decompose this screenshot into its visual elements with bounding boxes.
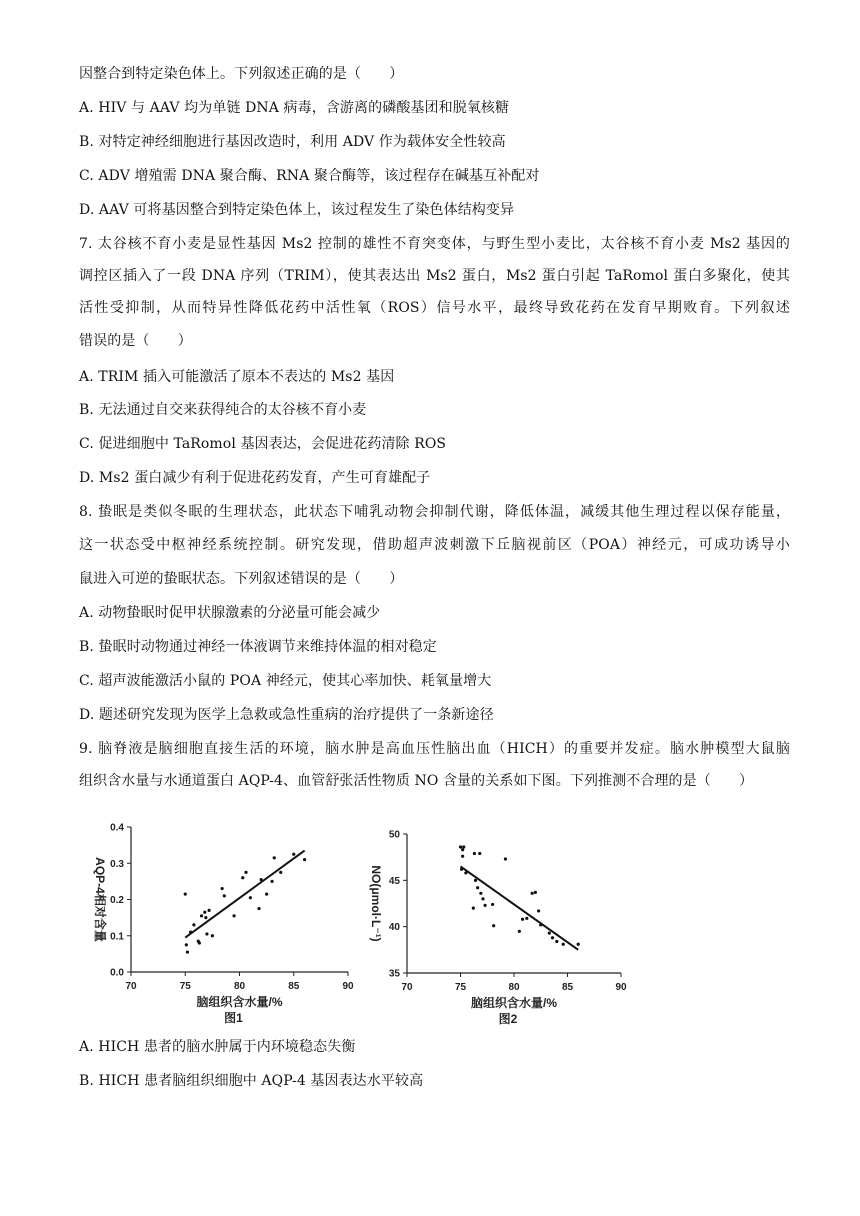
data-point xyxy=(292,853,295,856)
data-point xyxy=(504,857,507,860)
data-point xyxy=(279,871,282,874)
x-tick-label: 70 xyxy=(125,981,137,992)
x-axis-label: 脑组织含水量/% xyxy=(470,996,558,1010)
data-point xyxy=(484,904,487,907)
text-line: D. 题述研究发现为医学上急救或急性重病的治疗提供了一条新途径 xyxy=(79,707,494,723)
text-line: B. 蛰眠时动物通过神经一体液调节来维持体温的相对稳定 xyxy=(79,639,437,655)
data-point xyxy=(562,943,565,946)
data-point xyxy=(476,886,479,889)
data-point xyxy=(461,855,464,858)
data-point xyxy=(534,891,537,894)
data-point xyxy=(479,892,482,895)
data-point xyxy=(548,932,551,935)
text-line: B. 对特定神经细胞进行基因改造时，利用 ADV 作为载体安全性较高 xyxy=(79,134,506,150)
text-line: 7. 太谷核不育小麦是显性基因 Ms2 控制的雄性不育突变体，与野生型小麦比，太谷核不育小麦 Ms2 基因的 xyxy=(79,236,790,252)
text-line: 活性受抑制，从而特异性降低花药中活性氧（ROS）信号水平，最终导致花药在发育早期败育。下列叙述 xyxy=(79,300,790,316)
text-line: C. 超声波能激活小鼠的 POA 神经元，使其心率加快、耗氧量增大 xyxy=(79,673,492,689)
y-tick-label: 0.2 xyxy=(110,895,124,906)
data-point xyxy=(200,914,203,917)
data-point xyxy=(186,950,189,953)
y-tick-label: 0.0 xyxy=(110,967,124,979)
data-point xyxy=(184,892,187,895)
data-point xyxy=(223,894,226,897)
trend-line xyxy=(461,866,579,949)
y-tick-label: 0.3 xyxy=(110,858,124,870)
text-line: A. 动物蛰眠时促甲状腺激素的分泌量可能会减少 xyxy=(79,605,381,621)
data-point xyxy=(518,930,521,933)
data-point xyxy=(577,943,580,946)
y-tick-label: 35 xyxy=(388,968,400,980)
x-tick-label: 90 xyxy=(615,982,627,993)
charts-svg xyxy=(85,812,645,1037)
data-point xyxy=(241,876,244,879)
data-point xyxy=(192,923,195,926)
x-tick-label: 80 xyxy=(233,981,246,992)
text-line: 因整合到特定染色体上。下列叙述正确的是（ ） xyxy=(79,66,404,82)
text-line: 9. 脑脊液是脑细胞直接生活的环境，脑水肿是高血压性脑出血（HICH）的重要并发症。脑水肿模型大鼠脑 xyxy=(79,741,790,757)
data-point xyxy=(478,852,481,855)
x-tick-label: 90 xyxy=(342,981,354,992)
data-point xyxy=(205,932,208,935)
answer-option-line: B. HICH 患者脑组织细胞中 AQP-4 基因表达水平较高 xyxy=(79,1073,424,1089)
trend-line xyxy=(185,851,304,938)
data-point xyxy=(461,848,464,851)
y-tick-label: 50 xyxy=(388,829,400,841)
data-point xyxy=(208,909,211,912)
data-point xyxy=(474,879,477,882)
figure-charts xyxy=(85,812,645,1037)
y-tick-label: 0.4 xyxy=(110,822,124,834)
data-point xyxy=(462,845,465,848)
data-point xyxy=(221,887,224,890)
data-point xyxy=(481,897,484,900)
figure-caption: 图1 xyxy=(224,1011,243,1025)
data-point xyxy=(303,858,306,861)
text-line: 鼠进入可逆的蛰眠状态。下列叙述错误的是（ ） xyxy=(79,571,404,587)
text-line: C. ADV 增殖需 DNA 聚合酶、RNA 聚合酶等，该过程存在碱基互补配对 xyxy=(79,168,540,184)
data-point xyxy=(472,907,475,910)
text-line: 这一状态受中枢神经系统控制。研究发现，借助超声波刺激下丘脑视前区（POA）神经元，可成功诱导小 xyxy=(79,537,790,553)
data-point xyxy=(273,856,276,859)
y-tick-label: 45 xyxy=(388,875,400,887)
chart-1 xyxy=(93,823,354,1026)
data-point xyxy=(244,871,247,874)
data-point xyxy=(198,941,201,944)
text-line: C. 促进细胞中 TaRomol 基因表达，会促进花药清除 ROS xyxy=(79,436,447,452)
data-point xyxy=(551,936,554,939)
text-line: A. TRIM 插入可能激活了原本不表达的 Ms2 基因 xyxy=(79,369,395,385)
x-axis-label: 脑组织含水量/% xyxy=(196,995,283,1009)
data-point xyxy=(232,914,235,917)
data-point xyxy=(525,917,528,920)
text-line: A. HIV 与 AAV 均为单链 DNA 病毒，含游离的磷酸基团和脱氧核糖 xyxy=(79,100,510,116)
data-point xyxy=(491,903,494,906)
data-point xyxy=(203,911,206,914)
data-point xyxy=(473,852,476,855)
x-tick-label: 70 xyxy=(401,982,413,993)
x-tick-label: 85 xyxy=(561,982,574,993)
x-tick-label: 75 xyxy=(179,981,191,992)
y-tick-label: 0.1 xyxy=(110,931,124,943)
text-line: 8. 蛰眠是类似冬眠的生理状态，此状态下哺乳动物会抑制代谢，降低体温，减缓其他生理过程以保存能量， xyxy=(79,504,790,520)
x-tick-label: 80 xyxy=(508,982,520,993)
chart-2 xyxy=(369,830,627,1027)
y-axis-label: NO(μmol·L⁻¹) xyxy=(369,865,383,942)
data-point xyxy=(257,907,260,910)
data-point xyxy=(249,896,252,899)
data-point xyxy=(265,892,268,895)
data-point xyxy=(492,924,495,927)
text-line: 组织含水量与水通道蛋白 AQP-4、血管舒张活性物质 NO 含量的关系如下图。下列推测不合理的是（ ） xyxy=(79,773,754,789)
data-point xyxy=(185,943,188,946)
data-point xyxy=(555,940,558,943)
text-line: 错误的是（ ） xyxy=(79,333,192,349)
figure-caption: 图2 xyxy=(498,1012,518,1026)
data-point xyxy=(531,892,534,895)
data-point xyxy=(459,845,462,848)
data-point xyxy=(270,880,273,883)
data-point xyxy=(521,918,524,921)
data-point xyxy=(211,934,214,937)
text-line: B. 无法通过自交来获得纯合的太谷核不育小麦 xyxy=(79,402,367,418)
y-tick-label: 40 xyxy=(388,922,400,934)
text-line: 调控区插入了一段 DNA 序列（TRIM），使其表达出 Ms2 蛋白，Ms2 蛋白引起 TaRomol 蛋白多聚化，使其 xyxy=(79,268,790,284)
data-point xyxy=(537,909,540,912)
x-tick-label: 85 xyxy=(288,981,300,992)
data-point xyxy=(204,916,207,919)
answer-option-line: A. HICH 患者的脑水肿属于内环境稳态失衡 xyxy=(79,1039,356,1055)
text-line: D. AAV 可将基因整合到特定染色体上，该过程发生了染色体结构变异 xyxy=(79,202,515,218)
x-tick-label: 75 xyxy=(454,982,467,993)
text-line: D. Ms2 蛋白减少有利于促进花药发育，产生可育雄配子 xyxy=(79,470,431,486)
y-axis-label: AQP-4相对含量 xyxy=(93,857,107,942)
